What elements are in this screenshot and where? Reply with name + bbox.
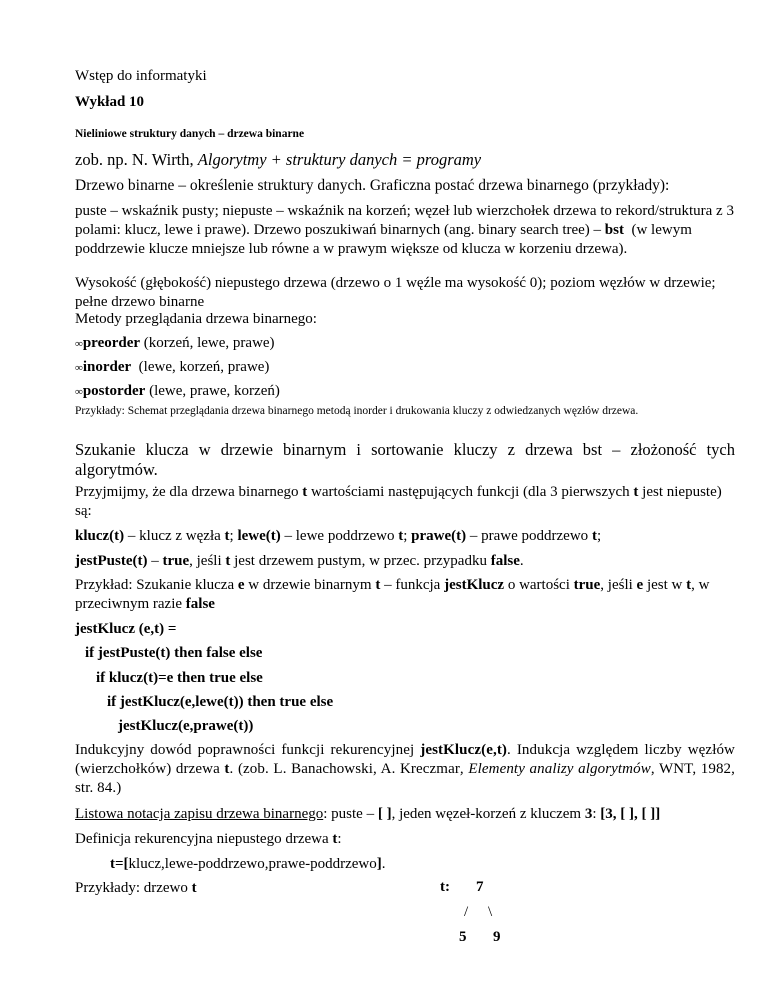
paragraph-methods: Metody przeglądania drzewa binarnego: xyxy=(75,311,317,327)
paragraph-height: Wysokość (głębokość) niepustego drzewa (drzewo o 1 węźle ma wysokość 0); poziom węzłów w drzewie; pełne drzewo binarne xyxy=(75,275,720,310)
paragraph-recursive-def: Definicja rekurencyjna niepustego drzewa t: xyxy=(75,831,342,847)
tree-right-edge: \ xyxy=(488,904,493,920)
example-note: Przykłady: Schemat przeglądania drzewa binarnego metodą inorder i drukowania kluczy z odwiedzanych węzłów drzewa. xyxy=(75,405,639,417)
tree-right-node: 9 xyxy=(493,929,501,945)
bullet-icon: ∞ xyxy=(75,338,83,350)
tree-definition: t=[klucz,lewe-poddrzewo,prawe-poddrzewo]. xyxy=(110,856,386,872)
tree-root-node: 7 xyxy=(476,879,484,895)
tree-left-edge: / xyxy=(464,904,469,920)
method-postorder: ∞postorder (lewe, prawe, korzeń) xyxy=(75,383,280,399)
example-tree-label: Przykłady: drzewo t xyxy=(75,880,197,896)
paragraph-example-search: Przykład: Szukanie klucza e w drzewie binarnym t – funkcja jestKlucz o wartości true, jeśli e jest w t, w przeciwnym razie false xyxy=(75,577,714,612)
section-subtitle: Nieliniowe struktury danych – drzewa binarne xyxy=(75,128,305,140)
code-line-2: if jestPuste(t) then false else xyxy=(85,645,263,661)
paragraph-functions: Przyjmijmy, że dla drzewa binarnego t wartościami następujących funkcji (dla 3 pierwszych t jest niepuste) są: xyxy=(75,484,726,519)
code-line-1: jestKlucz (e,t) = xyxy=(75,621,177,637)
bullet-icon: ∞ xyxy=(75,386,83,398)
method-inorder: ∞inorder (lewe, korzeń, prawe) xyxy=(75,359,270,375)
code-line-4: if jestKlucz(e,lewe(t)) then true else xyxy=(107,694,334,710)
paragraph-is-empty: jestPuste(t) – true, jeśli t jest drzewem pustym, w przec. przypadku false. xyxy=(75,553,524,569)
paragraph-search: Szukanie klucza w drzewie binarnym i sortowanie kluczy z drzewa bst – złożoność tych algorytmów. xyxy=(75,440,740,479)
bullet-icon: ∞ xyxy=(75,362,83,374)
method-preorder: ∞preorder (korzeń, lewe, prawe) xyxy=(75,335,275,351)
paragraph-pointers: puste – wskaźnik pusty; niepuste – wskaźnik na korzeń; węzeł lub wierzchołek drzewa to rekord/struktura z 3 polami: klucz, lewe i prawe). Drzewo poszukiwań binarnych (ang. binary search tree) – bst (w lewym poddrzewie klucze mniejsze lub równe a w prawym większe od klucza w korzeniu drzewa). xyxy=(75,203,738,257)
paragraph-list-notation: Listowa notacja zapisu drzewa binarnego: puste – [ ], jeden węzeł-korzeń z kluczem 3: [3, [ ], [ ]] xyxy=(75,806,661,822)
tree-left-node: 5 xyxy=(459,929,467,945)
lecture-number: Wykład 10 xyxy=(75,94,145,110)
reference-prefix: zob. np. N. Wirth, xyxy=(75,150,198,169)
paragraph-definition: Drzewo binarne – określenie struktury danych. Graficzna postać drzewa binarnego (przykłady): xyxy=(75,177,670,194)
paragraph-induction: Indukcyjny dowód poprawności funkcji rekurencyjnej jestKlucz(e,t). Indukcja względem liczby węzłów (wierzchołków) drzewa t. (zob. L. Banachowski, A. Kreczmar, Elementy analizy algorytmów, WNT, 1982, str. 84.) xyxy=(75,742,739,796)
tree-name: t: xyxy=(440,879,450,895)
code-line-3: if klucz(t)=e then true else xyxy=(96,670,263,686)
bst-term: bst xyxy=(604,222,624,238)
course-title: Wstęp do informatyki xyxy=(75,68,207,84)
code-line-5: jestKlucz(e,prawe(t)) xyxy=(118,718,254,734)
paragraph-accessors: klucz(t) – klucz z węzła t; lewe(t) – lewe poddrzewo t; prawe(t) – prawe poddrzewo t; xyxy=(75,528,602,544)
reference-title: Algorytmy + struktury danych = programy xyxy=(197,150,482,169)
reference-line xyxy=(75,150,735,170)
